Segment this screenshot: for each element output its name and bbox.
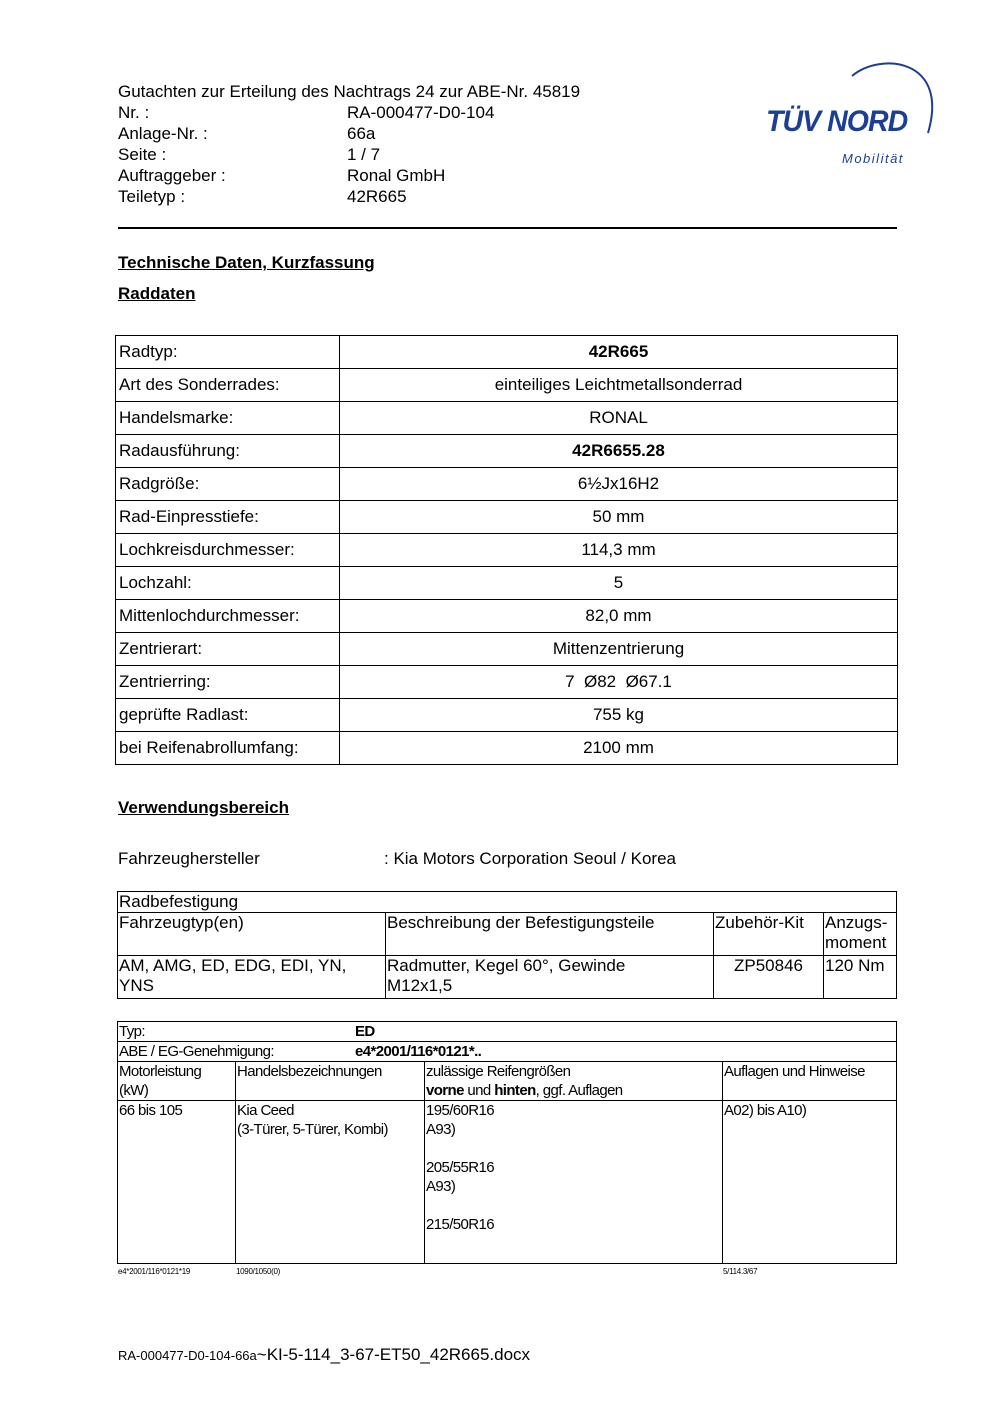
typ-header-auflagen: Auflagen und Hinweise	[723, 1062, 897, 1101]
raddaten-value: RONAL	[340, 402, 898, 435]
abe-value: e4*2001/116*0121*..	[355, 1043, 482, 1060]
header-label: Teiletyp :	[118, 187, 186, 206]
header-label: Anlage-Nr. :	[118, 124, 208, 143]
abe-row	[118, 1042, 897, 1062]
raddaten-row	[116, 402, 898, 435]
bef-header-zubehoer: Zubehör-Kit	[714, 913, 824, 956]
raddaten-key: Lochkreisdurchmesser:	[116, 534, 340, 567]
raddaten-row	[116, 633, 898, 666]
raddaten-key: Art des Sonderrades:	[116, 369, 340, 402]
bef-cell-beschreibung: Radmutter, Kegel 60°, Gewinde M12x1,5	[386, 956, 714, 999]
raddaten-key: Radgröße:	[116, 468, 340, 501]
raddaten-value: 5	[340, 567, 898, 600]
raddaten-row	[116, 732, 898, 765]
raddaten-value: 6½Jx16H2	[340, 468, 898, 501]
section-verwendung-heading: Verwendungsbereich	[118, 798, 289, 817]
bef-header-fahrzeugtyp: Fahrzeugtyp(en)	[118, 913, 386, 956]
raddaten-key: Zentrierart:	[116, 633, 340, 666]
hersteller-label: Fahrzeughersteller	[118, 849, 260, 868]
raddaten-value: 50 mm	[340, 501, 898, 534]
typ-cell-handel: Kia Ceed (3-Türer, 5-Türer, Kombi)	[236, 1101, 425, 1264]
typ-footnote-weights: 1090/1050(0)	[236, 1267, 280, 1276]
typ-header-reifen: zulässige Reifengrößen vorne und hinten, ggf. Auflagen	[425, 1062, 723, 1101]
raddaten-value: 114,3 mm	[340, 534, 898, 567]
tuv-nord-logo: TÜV NORD	[766, 105, 908, 138]
bef-cell-anzugsmoment: 120 Nm	[824, 956, 897, 999]
raddaten-value: 42R6655.28	[340, 435, 898, 468]
raddaten-row	[116, 534, 898, 567]
section-tech-heading: Technische Daten, Kurzfassung	[118, 253, 375, 272]
raddaten-row	[116, 699, 898, 732]
radbefestigung-title: Radbefestigung	[118, 892, 897, 913]
raddaten-key: Lochzahl:	[116, 567, 340, 600]
file-footer	[118, 1345, 530, 1365]
typ-header-handel: Handelsbezeichnungen	[236, 1062, 425, 1101]
header-label: Nr. :	[118, 103, 150, 122]
raddaten-key: Zentrierring:	[116, 666, 340, 699]
logo-subtitle: Mobilität	[842, 151, 904, 166]
raddaten-key: Rad-Einpresstiefe:	[116, 501, 340, 534]
bef-header-beschreibung: Beschreibung der Befestigungsteile	[386, 913, 714, 956]
raddaten-value: 7 Ø82 Ø67.1	[340, 666, 898, 699]
raddaten-value: Mittenzentrierung	[340, 633, 898, 666]
bef-header-anzugsmoment: Anzugs- moment	[824, 913, 897, 956]
typ-label: Typ:	[119, 1023, 145, 1040]
typ-cell-motor: 66 bis 105	[118, 1101, 236, 1264]
header-value: 42R665	[347, 187, 407, 206]
header-value: RA-000477-D0-104	[347, 103, 495, 122]
raddaten-value: 42R665	[340, 336, 898, 369]
raddaten-row	[116, 468, 898, 501]
header-value: 1 / 7	[347, 145, 381, 164]
header-divider	[118, 227, 897, 229]
footer-doc-id: RA-000477-D0-104-66a	[118, 1348, 257, 1363]
radbefestigung-table	[117, 891, 897, 999]
raddaten-value: 2100 mm	[340, 732, 898, 765]
raddaten-key: Handelsmarke:	[116, 402, 340, 435]
bef-cell-fahrzeugtyp: AM, AMG, ED, EDG, EDI, YN, YNS	[118, 956, 386, 999]
section-raddaten-heading: Raddaten	[118, 284, 196, 303]
typ-cell-reifen: 195/60R16 A93) 205/55R16 A93) 215/50R16	[425, 1101, 723, 1264]
raddaten-value: 82,0 mm	[340, 600, 898, 633]
raddaten-row	[116, 666, 898, 699]
bef-cell-zubehoer: ZP50846	[714, 956, 824, 999]
raddaten-key: Radtyp:	[116, 336, 340, 369]
hersteller-value: : Kia Motors Corporation Seoul / Korea	[384, 849, 676, 868]
raddaten-value: 755 kg	[340, 699, 898, 732]
raddaten-row	[116, 567, 898, 600]
document-title: Gutachten zur Erteilung des Nachtrags 24 zur ABE-Nr. 45819	[118, 82, 581, 101]
typ-table	[117, 1021, 897, 1264]
raddaten-row	[116, 336, 898, 369]
raddaten-row	[116, 369, 898, 402]
raddaten-table	[115, 335, 898, 765]
typ-footnote-approval: e4*2001/116*0121*19	[118, 1267, 191, 1276]
raddaten-key: bei Reifenabrollumfang:	[116, 732, 340, 765]
header-label: Seite :	[118, 145, 167, 164]
typ-cell-auflagen: A02) bis A10)	[723, 1101, 897, 1264]
footer-filename: ~KI-5-114_3-67-ET50_42R665.docx	[256, 1345, 531, 1364]
raddaten-row	[116, 501, 898, 534]
raddaten-key: Mittenlochdurchmesser:	[116, 600, 340, 633]
typ-value: ED	[355, 1023, 375, 1040]
raddaten-key: Radausführung:	[116, 435, 340, 468]
header-value: Ronal GmbH	[347, 166, 446, 185]
raddaten-row	[116, 600, 898, 633]
raddaten-value: einteiliges Leichtmetallsonderrad	[340, 369, 898, 402]
raddaten-key: geprüfte Radlast:	[116, 699, 340, 732]
raddaten-row	[116, 435, 898, 468]
header-label: Auftraggeber :	[118, 166, 226, 185]
header-value: 66a	[347, 124, 376, 143]
typ-row	[118, 1022, 897, 1042]
abe-label: ABE / EG-Genehmigung:	[119, 1043, 274, 1060]
typ-header-motor: Motorleistung (kW)	[118, 1062, 236, 1101]
typ-footnote-bolt: 5/114.3/67	[723, 1267, 758, 1276]
